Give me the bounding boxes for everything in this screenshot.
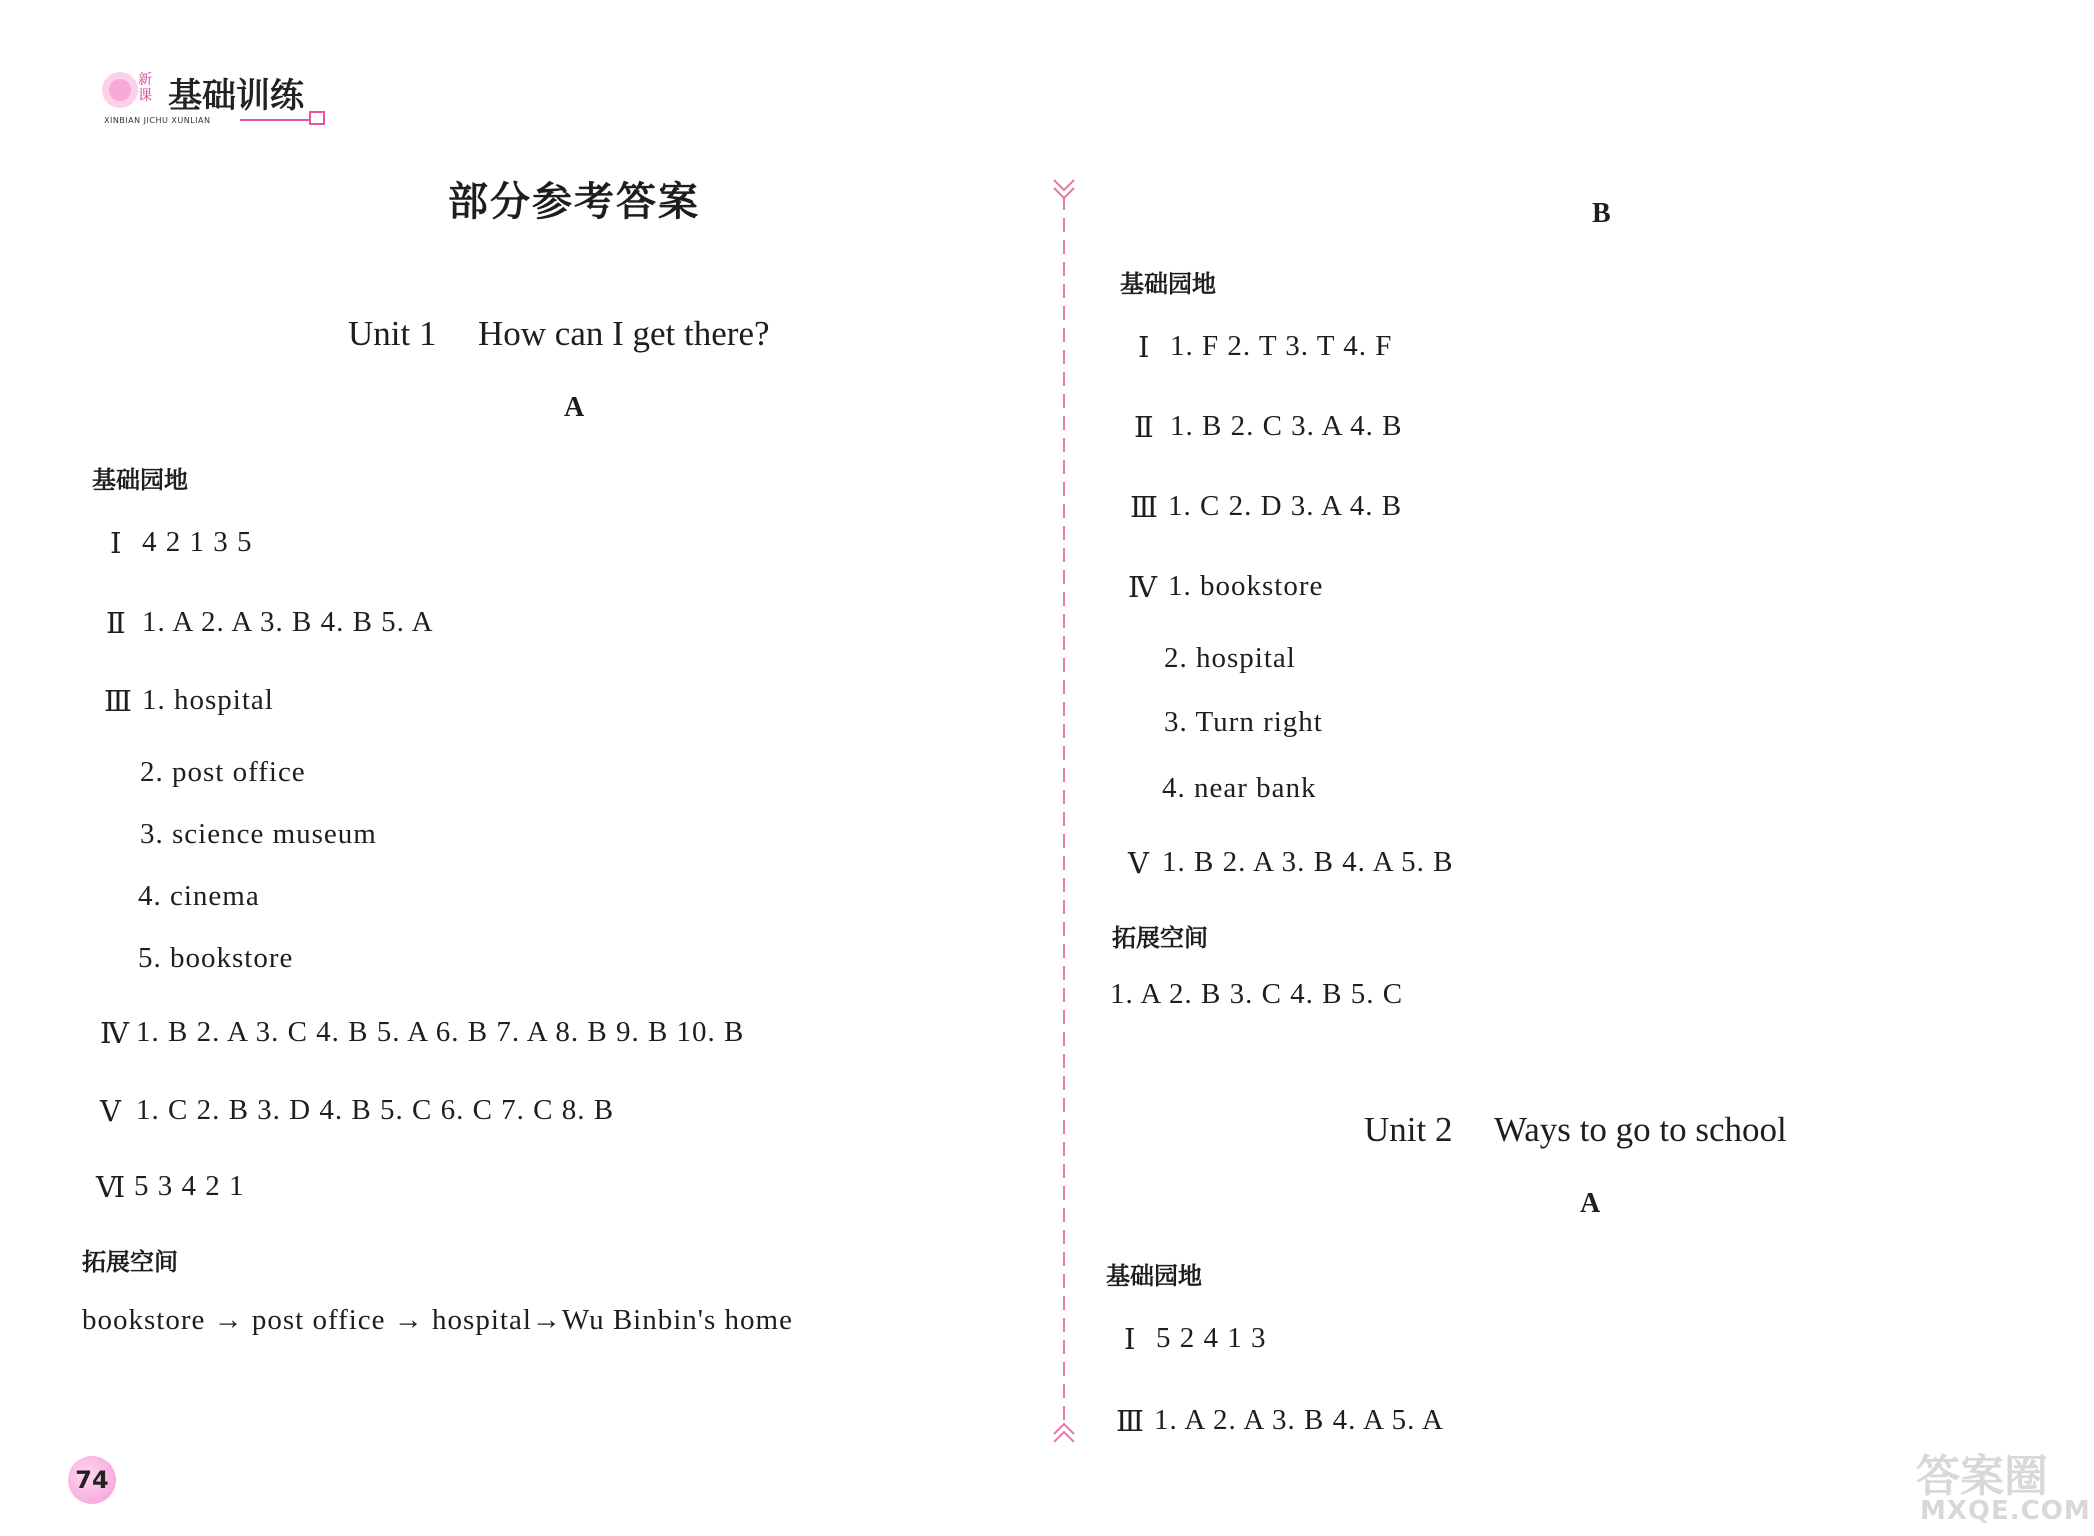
r-q4-item: 3. Turn right <box>1164 706 1323 738</box>
u2-q1-answers: 5 2 4 1 3 <box>1156 1322 1267 1354</box>
l-q2-num: Ⅱ <box>106 608 127 640</box>
l-q6-answers: 5 3 4 2 1 <box>134 1170 245 1202</box>
logo-small-text: 新课 <box>138 72 152 104</box>
l-q1-answers: 4 2 1 3 5 <box>142 526 253 558</box>
l-q3-item: 3. science museum <box>140 818 377 850</box>
l-q3-item: 5. bookstore <box>138 942 294 974</box>
logo-underline-decoration <box>240 108 328 128</box>
unit1-number: Unit 1 <box>348 314 437 353</box>
center-divider <box>1044 176 1084 1446</box>
r-q3-num: Ⅲ <box>1130 492 1159 524</box>
l-q5-num: Ⅴ <box>100 1096 122 1128</box>
unit1-title: How can I get there? <box>478 314 770 353</box>
l-q3-item: 2. post office <box>140 756 306 788</box>
l-q3-item: 4. cinema <box>138 880 260 912</box>
unit2-part-a: A <box>1580 1188 1601 1219</box>
section-basic-right: 基础园地 <box>1120 270 1216 298</box>
r-q4-item: 1. bookstore <box>1168 570 1324 602</box>
l-q5-answers: 1. C 2. B 3. D 4. B 5. C 6. C 7. C 8. B <box>136 1094 615 1126</box>
r-q4-num: Ⅳ <box>1128 572 1158 604</box>
section-basic-left: 基础园地 <box>92 466 188 494</box>
l-route-answer: bookstore → post office → hospital→Wu Binbin's home <box>82 1304 793 1336</box>
l-q4-num: Ⅳ <box>100 1018 130 1050</box>
r-q2-num: Ⅱ <box>1134 412 1155 444</box>
watermark-cn: 答案圈 <box>1916 1451 2048 1502</box>
r-q1-answers: 1. F 2. T 3. T 4. F <box>1170 330 1393 362</box>
u2-q3-answers: 1. A 2. A 3. B 4. A 5. A <box>1154 1404 1444 1436</box>
logo-emblem-icon <box>100 66 140 114</box>
section-extend-left: 拓展空间 <box>82 1248 178 1276</box>
r-q1-num: Ⅰ <box>1138 332 1151 364</box>
unit2-number: Unit 2 <box>1364 1110 1453 1149</box>
unit1-part-a: A <box>564 392 585 423</box>
section-basic-unit2: 基础园地 <box>1106 1262 1202 1290</box>
r-q5-num: Ⅴ <box>1128 848 1150 880</box>
r-q2-answers: 1. B 2. C 3. A 4. B <box>1170 410 1403 442</box>
u2-q1-num: Ⅰ <box>1124 1324 1137 1356</box>
l-q4-answers: 1. B 2. A 3. C 4. B 5. A 6. B 7. A 8. B 9. B 10. B <box>136 1016 745 1048</box>
r-q4-item: 4. near bank <box>1162 772 1317 804</box>
unit1-part-b: B <box>1592 198 1611 229</box>
logo-title: 基础训练 <box>168 76 304 116</box>
watermark-en: MXQE.COM <box>1920 1496 2091 1526</box>
r-q4-item: 2. hospital <box>1164 642 1296 674</box>
u2-q3-num: Ⅲ <box>1116 1406 1145 1438</box>
r-q3-answers: 1. C 2. D 3. A 4. B <box>1168 490 1403 522</box>
section-extend-right: 拓展空间 <box>1112 924 1208 952</box>
l-q1-num: Ⅰ <box>110 528 123 560</box>
page-number: 74 <box>68 1456 116 1504</box>
l-q3-num: Ⅲ <box>104 686 133 718</box>
l-q6-num: Ⅵ <box>96 1172 127 1204</box>
l-q3-item: 1. hospital <box>142 684 274 716</box>
r-q5-answers: 1. B 2. A 3. B 4. A 5. B <box>1162 846 1454 878</box>
logo-pinyin: XINBIAN JICHU XUNLIAN <box>104 116 211 125</box>
unit2-title: Ways to go to school <box>1494 1110 1787 1149</box>
l-q2-answers: 1. A 2. A 3. B 4. B 5. A <box>142 606 434 638</box>
r-extend-answers: 1. A 2. B 3. C 4. B 5. C <box>1110 978 1404 1010</box>
page-title: 部分参考答案 <box>448 178 700 225</box>
